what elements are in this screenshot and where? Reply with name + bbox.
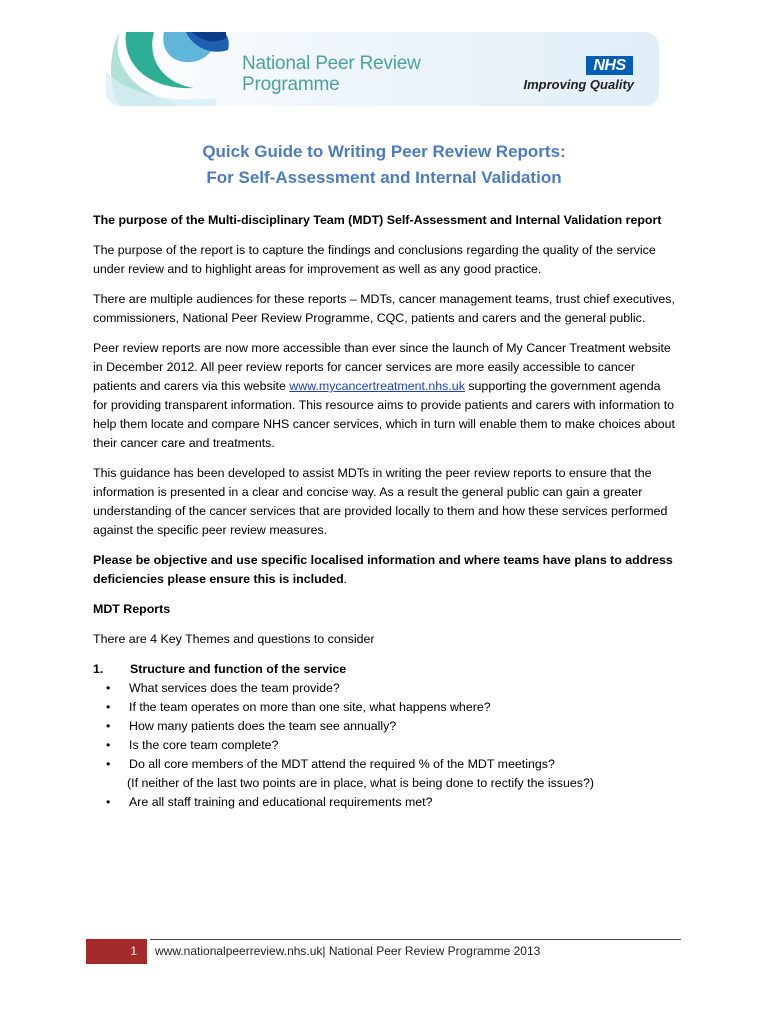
document-body bbox=[93, 211, 678, 812]
paragraph-accessibility-start: Peer review reports are now more accessible than ever since the launch of My Cancer Treatment website in December 2012. All peer review reports for cancer services are more easily accessible to cancer patients and carers via this website bbox=[93, 341, 671, 393]
theme-1-note: (If neither of the last two points are in place, what is being done to rectify the issues?) bbox=[127, 776, 594, 790]
themes-intro: There are 4 Key Themes and questions to consider bbox=[93, 632, 375, 646]
list-item: • How many patients does the team see annually? bbox=[129, 717, 678, 736]
programme-name bbox=[242, 53, 421, 95]
footer-page-number: 1 bbox=[86, 939, 147, 964]
mdt-reports-heading: MDT Reports bbox=[93, 602, 171, 616]
programme-name-line2: Programme bbox=[242, 74, 340, 95]
list-item: • If the team operates on more than one site, what happens where? bbox=[129, 698, 678, 717]
list-item: • What services does the team provide? bbox=[129, 679, 678, 698]
theme-1-questions bbox=[93, 679, 678, 774]
paragraph-accessibility bbox=[93, 339, 678, 453]
theme-1-questions-continued bbox=[93, 793, 678, 812]
programme-logo-icon bbox=[106, 32, 246, 106]
nhs-tagline: Improving Quality bbox=[523, 77, 634, 92]
nhs-logo: NHS bbox=[586, 56, 633, 75]
paragraph-audiences: There are multiple audiences for these reports – MDTs, cancer management teams, trust chief executives, commissioners, National Peer Review Programme, CQC, patients and carers and the general public. bbox=[93, 292, 675, 325]
page-title-line2: For Self-Assessment and Internal Validation bbox=[206, 168, 562, 187]
footer-divider bbox=[150, 939, 681, 940]
paragraph-guidance: This guidance has been developed to assist MDTs in writing the peer review reports to ensure that the information is presented in a clear and concise way. As a result the general public can gain a greater understanding of the cancer services that are provided locally to them and how these services performed against the specific peer review measures. bbox=[93, 466, 668, 537]
paragraph-objective bbox=[93, 551, 678, 589]
paragraph-accessibility-end: supporting the government agenda for providing transparent information. This resource aims to provide patients and carers with information to help them locate and compare NHS cancer services, which in turn will enable them to make choices about their cancer care and treatments. bbox=[93, 379, 675, 450]
paragraph-purpose: The purpose of the report is to capture the findings and conclusions regarding the quality of the service under review and to highlight areas for improvement as well as any good practice. bbox=[93, 243, 656, 276]
list-item: • Is the core team complete? bbox=[129, 736, 678, 755]
list-item: • Do all core members of the MDT attend the required % of the MDT meetings? bbox=[129, 755, 678, 774]
theme-1-number: 1. bbox=[93, 662, 104, 676]
header-banner bbox=[106, 32, 659, 106]
footer-text: www.nationalpeerreview.nhs.uk| National Peer Review Programme 2013 bbox=[155, 944, 541, 958]
theme-1-heading bbox=[93, 660, 678, 679]
purpose-heading: The purpose of the Multi-disciplinary Team (MDT) Self-Assessment and Internal Validation report bbox=[93, 213, 662, 227]
programme-name-line1: National Peer Review bbox=[242, 53, 421, 74]
page-title-line1: Quick Guide to Writing Peer Review Reports: bbox=[202, 142, 566, 161]
theme-1-title: Structure and function of the service bbox=[130, 662, 347, 676]
objective-statement: Please be objective and use specific localised information and where teams have plans to address deficiencies please ensure this is included bbox=[93, 553, 673, 586]
objective-period: . bbox=[343, 572, 348, 586]
mycancertreatment-link[interactable]: www.mycancertreatment.nhs.uk bbox=[289, 379, 465, 393]
list-item: • Are all staff training and educational requirements met? bbox=[129, 793, 678, 812]
